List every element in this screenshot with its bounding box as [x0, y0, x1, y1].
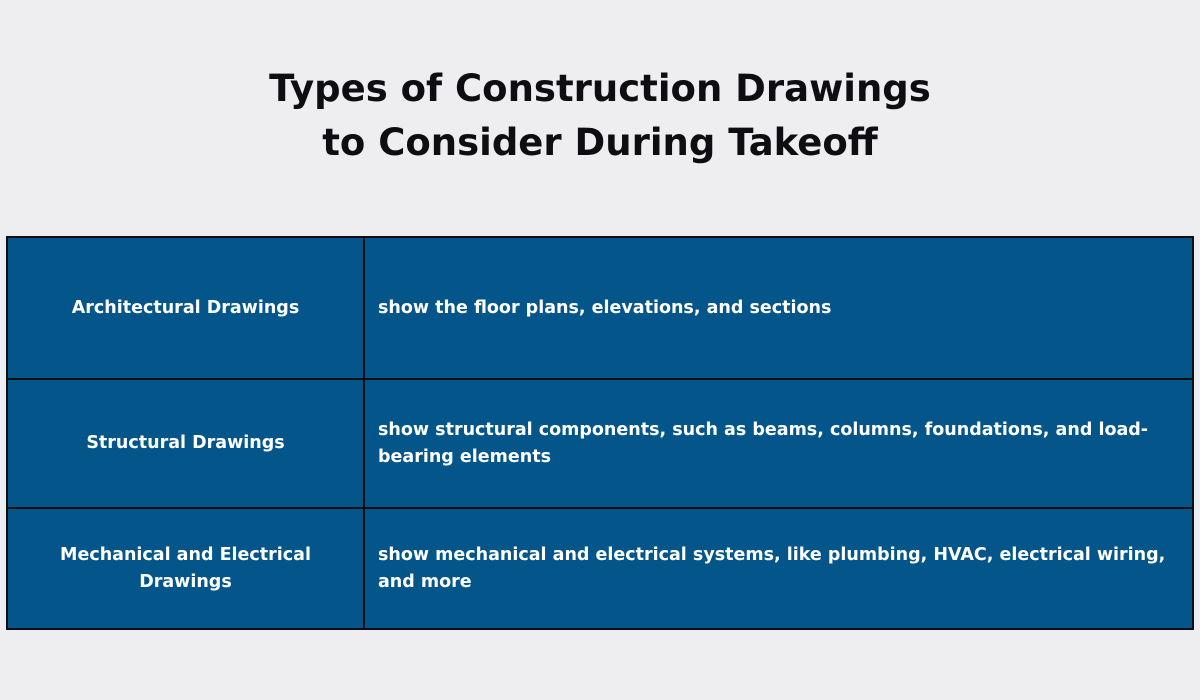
- drawing-type-description: show mechanical and electrical systems, like plumbing, HVAC, electrical wiring, and more: [364, 508, 1193, 629]
- page-title-line-1: Types of Construction Drawings: [269, 67, 931, 110]
- page-title-line-2: to Consider During Takeoff: [322, 121, 878, 164]
- table-row: [7, 379, 1193, 508]
- drawing-type-description: show structural components, such as beams, columns, foundations, and load-bearing elements: [364, 379, 1193, 508]
- table-row: [7, 237, 1193, 379]
- drawing-type-name: Mechanical and Electrical Drawings: [7, 508, 364, 629]
- page-title: [0, 62, 1200, 170]
- drawing-types-table: [6, 236, 1194, 630]
- drawing-type-name: Structural Drawings: [7, 379, 364, 508]
- drawing-type-name: Architectural Drawings: [7, 237, 364, 379]
- table-row: [7, 508, 1193, 629]
- drawing-type-description: show the floor plans, elevations, and sections: [364, 237, 1193, 379]
